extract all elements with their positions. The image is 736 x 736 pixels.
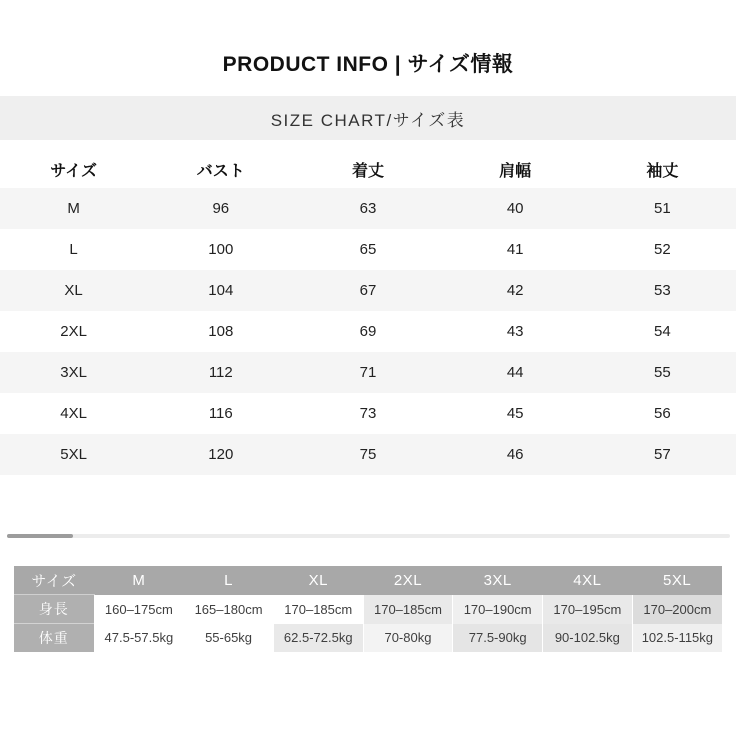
table-cell: 62.5-72.5kg <box>273 624 363 653</box>
model-size-table <box>14 566 722 652</box>
row-label-height: 身長 <box>14 595 94 624</box>
size-chart-subtitle: SIZE CHART/サイズ表 <box>270 110 466 130</box>
table-cell: 52 <box>589 229 736 270</box>
table-cell: 104 <box>147 270 294 311</box>
table-row-2xl <box>0 311 736 352</box>
horizontal-scrollbar-track[interactable] <box>7 534 730 538</box>
table-cell: 51 <box>589 188 736 229</box>
table-cell: 55 <box>589 352 736 393</box>
table-cell: 54 <box>589 311 736 352</box>
col-header-m: M <box>94 566 184 595</box>
table-row-3xl <box>0 352 736 393</box>
col-header-2xl: 2XL <box>363 566 453 595</box>
col-header-shoulder: 肩幅 <box>442 150 589 188</box>
table-cell: 77.5-90kg <box>453 624 543 653</box>
table-cell: 75 <box>294 434 441 475</box>
col-header-l: L <box>184 566 274 595</box>
col-header-size: サイズ <box>0 150 147 188</box>
size-chart-header-row <box>0 150 736 188</box>
table-cell: 170–185cm <box>363 595 453 624</box>
table-cell: 100 <box>147 229 294 270</box>
col-header-length: 着丈 <box>294 150 441 188</box>
table-row-5xl <box>0 434 736 475</box>
table-cell: 170–195cm <box>543 595 633 624</box>
table-cell: 56 <box>589 393 736 434</box>
table-cell: 70-80kg <box>363 624 453 653</box>
table-cell: 160–175cm <box>94 595 184 624</box>
table-cell: 170–190cm <box>453 595 543 624</box>
table-cell: 63 <box>294 188 441 229</box>
table-cell: 4XL <box>0 393 147 434</box>
col-header-5xl: 5XL <box>632 566 722 595</box>
table-cell: 69 <box>294 311 441 352</box>
table-cell: 43 <box>442 311 589 352</box>
table-cell: 5XL <box>0 434 147 475</box>
table-cell: XL <box>0 270 147 311</box>
table-cell: M <box>0 188 147 229</box>
col-header-sleeve: 袖丈 <box>589 150 736 188</box>
table-cell: 44 <box>442 352 589 393</box>
table-cell: 47.5-57.5kg <box>94 624 184 653</box>
table-row-l <box>0 229 736 270</box>
table-cell: 42 <box>442 270 589 311</box>
col-header-bust: バスト <box>147 150 294 188</box>
table-cell: 90-102.5kg <box>543 624 633 653</box>
col-header-xl: XL <box>273 566 363 595</box>
table-cell: 41 <box>442 229 589 270</box>
page-title: PRODUCT INFO | サイズ情報 <box>222 53 514 76</box>
table-cell: L <box>0 229 147 270</box>
table-cell: 170–185cm <box>273 595 363 624</box>
table-row-xl <box>0 270 736 311</box>
table-cell: 2XL <box>0 311 147 352</box>
corner-header-size: サイズ <box>14 566 94 595</box>
table-cell: 40 <box>442 188 589 229</box>
table-cell: 170–200cm <box>632 595 722 624</box>
horizontal-scrollbar-thumb[interactable] <box>7 534 73 538</box>
size-chart-table <box>0 150 736 475</box>
table-cell: 71 <box>294 352 441 393</box>
table-cell: 46 <box>442 434 589 475</box>
table-cell: 3XL <box>0 352 147 393</box>
table-cell: 45 <box>442 393 589 434</box>
table-cell: 53 <box>589 270 736 311</box>
col-header-3xl: 3XL <box>453 566 543 595</box>
table-cell: 73 <box>294 393 441 434</box>
table-cell: 57 <box>589 434 736 475</box>
table-cell: 96 <box>147 188 294 229</box>
size-chart-subtitle-band <box>0 96 736 140</box>
table-row-4xl <box>0 393 736 434</box>
model-table-header-row <box>14 566 722 595</box>
table-cell: 102.5-115kg <box>632 624 722 653</box>
table-cell: 112 <box>147 352 294 393</box>
table-cell: 116 <box>147 393 294 434</box>
table-cell: 65 <box>294 229 441 270</box>
model-table-row-height <box>14 595 722 624</box>
row-label-weight: 体重 <box>14 624 94 653</box>
table-cell: 55-65kg <box>184 624 274 653</box>
table-cell: 165–180cm <box>184 595 274 624</box>
table-cell: 108 <box>147 311 294 352</box>
col-header-4xl: 4XL <box>543 566 633 595</box>
model-table-row-weight <box>14 624 722 653</box>
table-cell: 120 <box>147 434 294 475</box>
table-row-m <box>0 188 736 229</box>
table-cell: 67 <box>294 270 441 311</box>
